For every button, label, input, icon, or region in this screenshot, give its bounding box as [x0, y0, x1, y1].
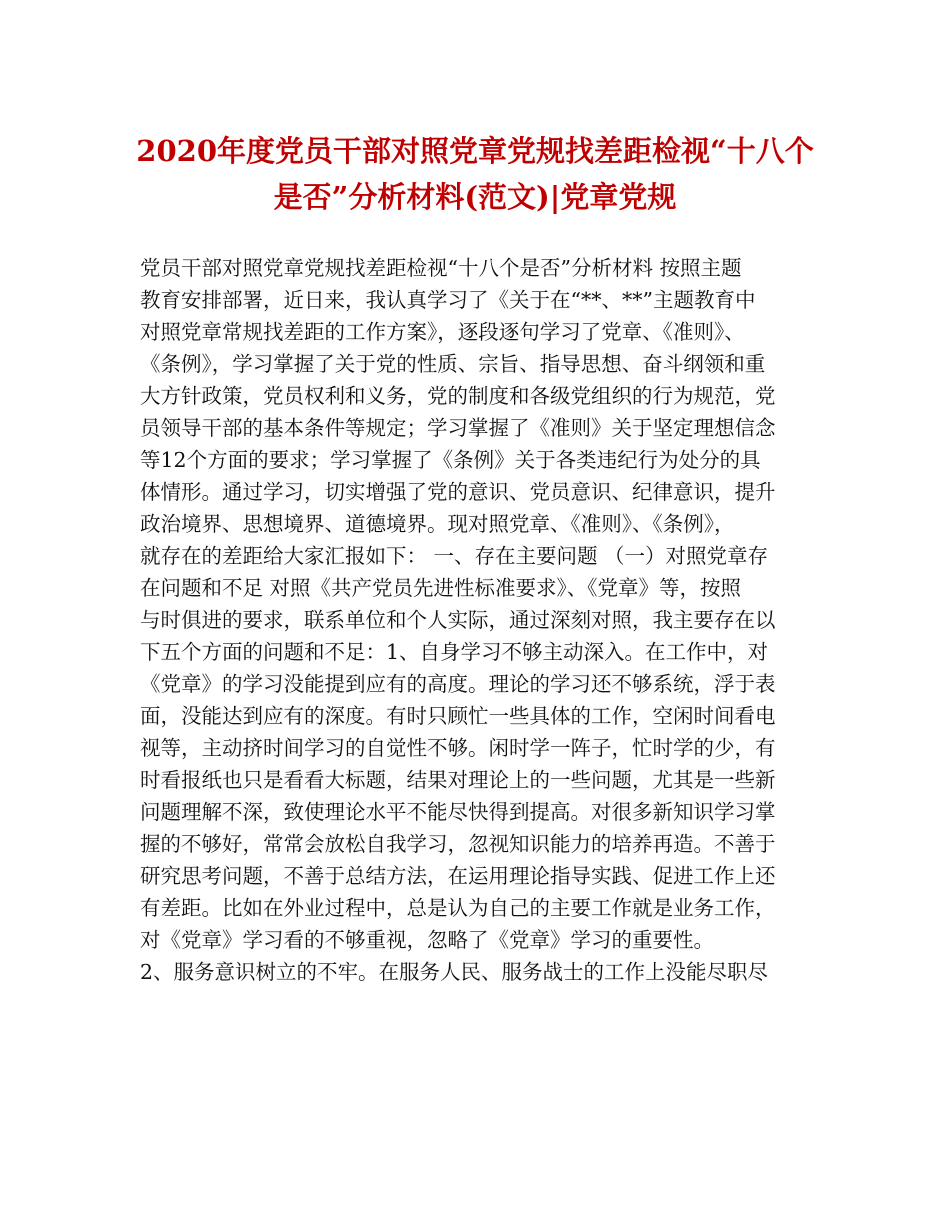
title-line-1: 2020年度党员干部对照党章党规找差距检视“十八个: [136, 134, 814, 168]
document-title: [120, 128, 830, 220]
body-line: 与时俱进的要求，联系单位和个人实际，通过深刻对照，我主要存在以: [140, 608, 776, 632]
body-line: 体情形。通过学习，切实增强了党的意识、党员意识、纪律意识，提升: [140, 480, 776, 504]
body-line: 握的不够好，常常会放松自我学习，忽视知识能力的培养再造。不善于: [140, 832, 776, 856]
body-line: 就存在的差距给大家汇报如下： 一、存在主要问题 （一）对照党章存: [140, 544, 769, 568]
body-line: 大方针政策，党员权利和义务，党的制度和各级党组织的行为规范，党: [140, 384, 776, 408]
body-line: 视等，主动挤时间学习的自觉性不够。闲时学一阵子，忙时学的少，有: [140, 736, 776, 760]
body-line: 党员干部对照党章党规找差距检视“十八个是否”分析材料 按照主题: [140, 256, 742, 280]
document-body: [140, 252, 820, 988]
body-line: 等12个方面的要求；学习掌握了《条例》关于各类违纪行为处分的具: [140, 448, 761, 472]
body-line: 员领导干部的基本条件等规定；学习掌握了《准则》关于坚定理想信念: [140, 416, 776, 440]
body-line: 政治境界、思想境界、道德境界。现对照党章、《准则》、《条例》，: [140, 512, 735, 536]
title-line-2: 是否”分析材料(范文)|党章党规: [273, 180, 677, 214]
body-line: 对照党章常规找差距的工作方案》，逐段逐句学习了党章、《准则》、: [140, 320, 745, 344]
body-line: 2、服务意识树立的不牢。在服务人民、服务战士的工作上没能尽职尽: [140, 960, 769, 984]
body-line: 在问题和不足 对照《共产党员先进性标准要求》、《党章》等，按照: [140, 576, 742, 600]
body-line: 问题理解不深，致使理论水平不能尽快得到提高。对很多新知识学习掌: [140, 800, 776, 824]
body-line: 时看报纸也只是看看大标题，结果对理论上的一些问题，尤其是一些新: [140, 768, 776, 792]
body-line: 下五个方面的问题和不足：1、自身学习不够主动深入。在工作中，对: [140, 640, 769, 664]
body-line: 《党章》的学习没能提到应有的高度。理论的学习还不够系统，浮于表: [140, 672, 776, 696]
body-line: 教育安排部署，近日来，我认真学习了《关于在“**、**”主题教育中: [140, 288, 756, 312]
body-line: 面，没能达到应有的深度。有时只顾忙一些具体的工作，空闲时间看电: [140, 704, 776, 728]
body-line: 有差距。比如在外业过程中，总是认为自己的主要工作就是业务工作，: [140, 896, 776, 920]
body-line: 《条例》，学习掌握了关于党的性质、宗旨、指导思想、奋斗纲领和重: [140, 352, 766, 376]
body-line: 对《党章》学习看的不够重视，忽略了《党章》学习的重要性。: [140, 928, 714, 952]
body-line: 研究思考问题，不善于总结方法，在运用理论指导实践、促进工作上还: [140, 864, 776, 888]
